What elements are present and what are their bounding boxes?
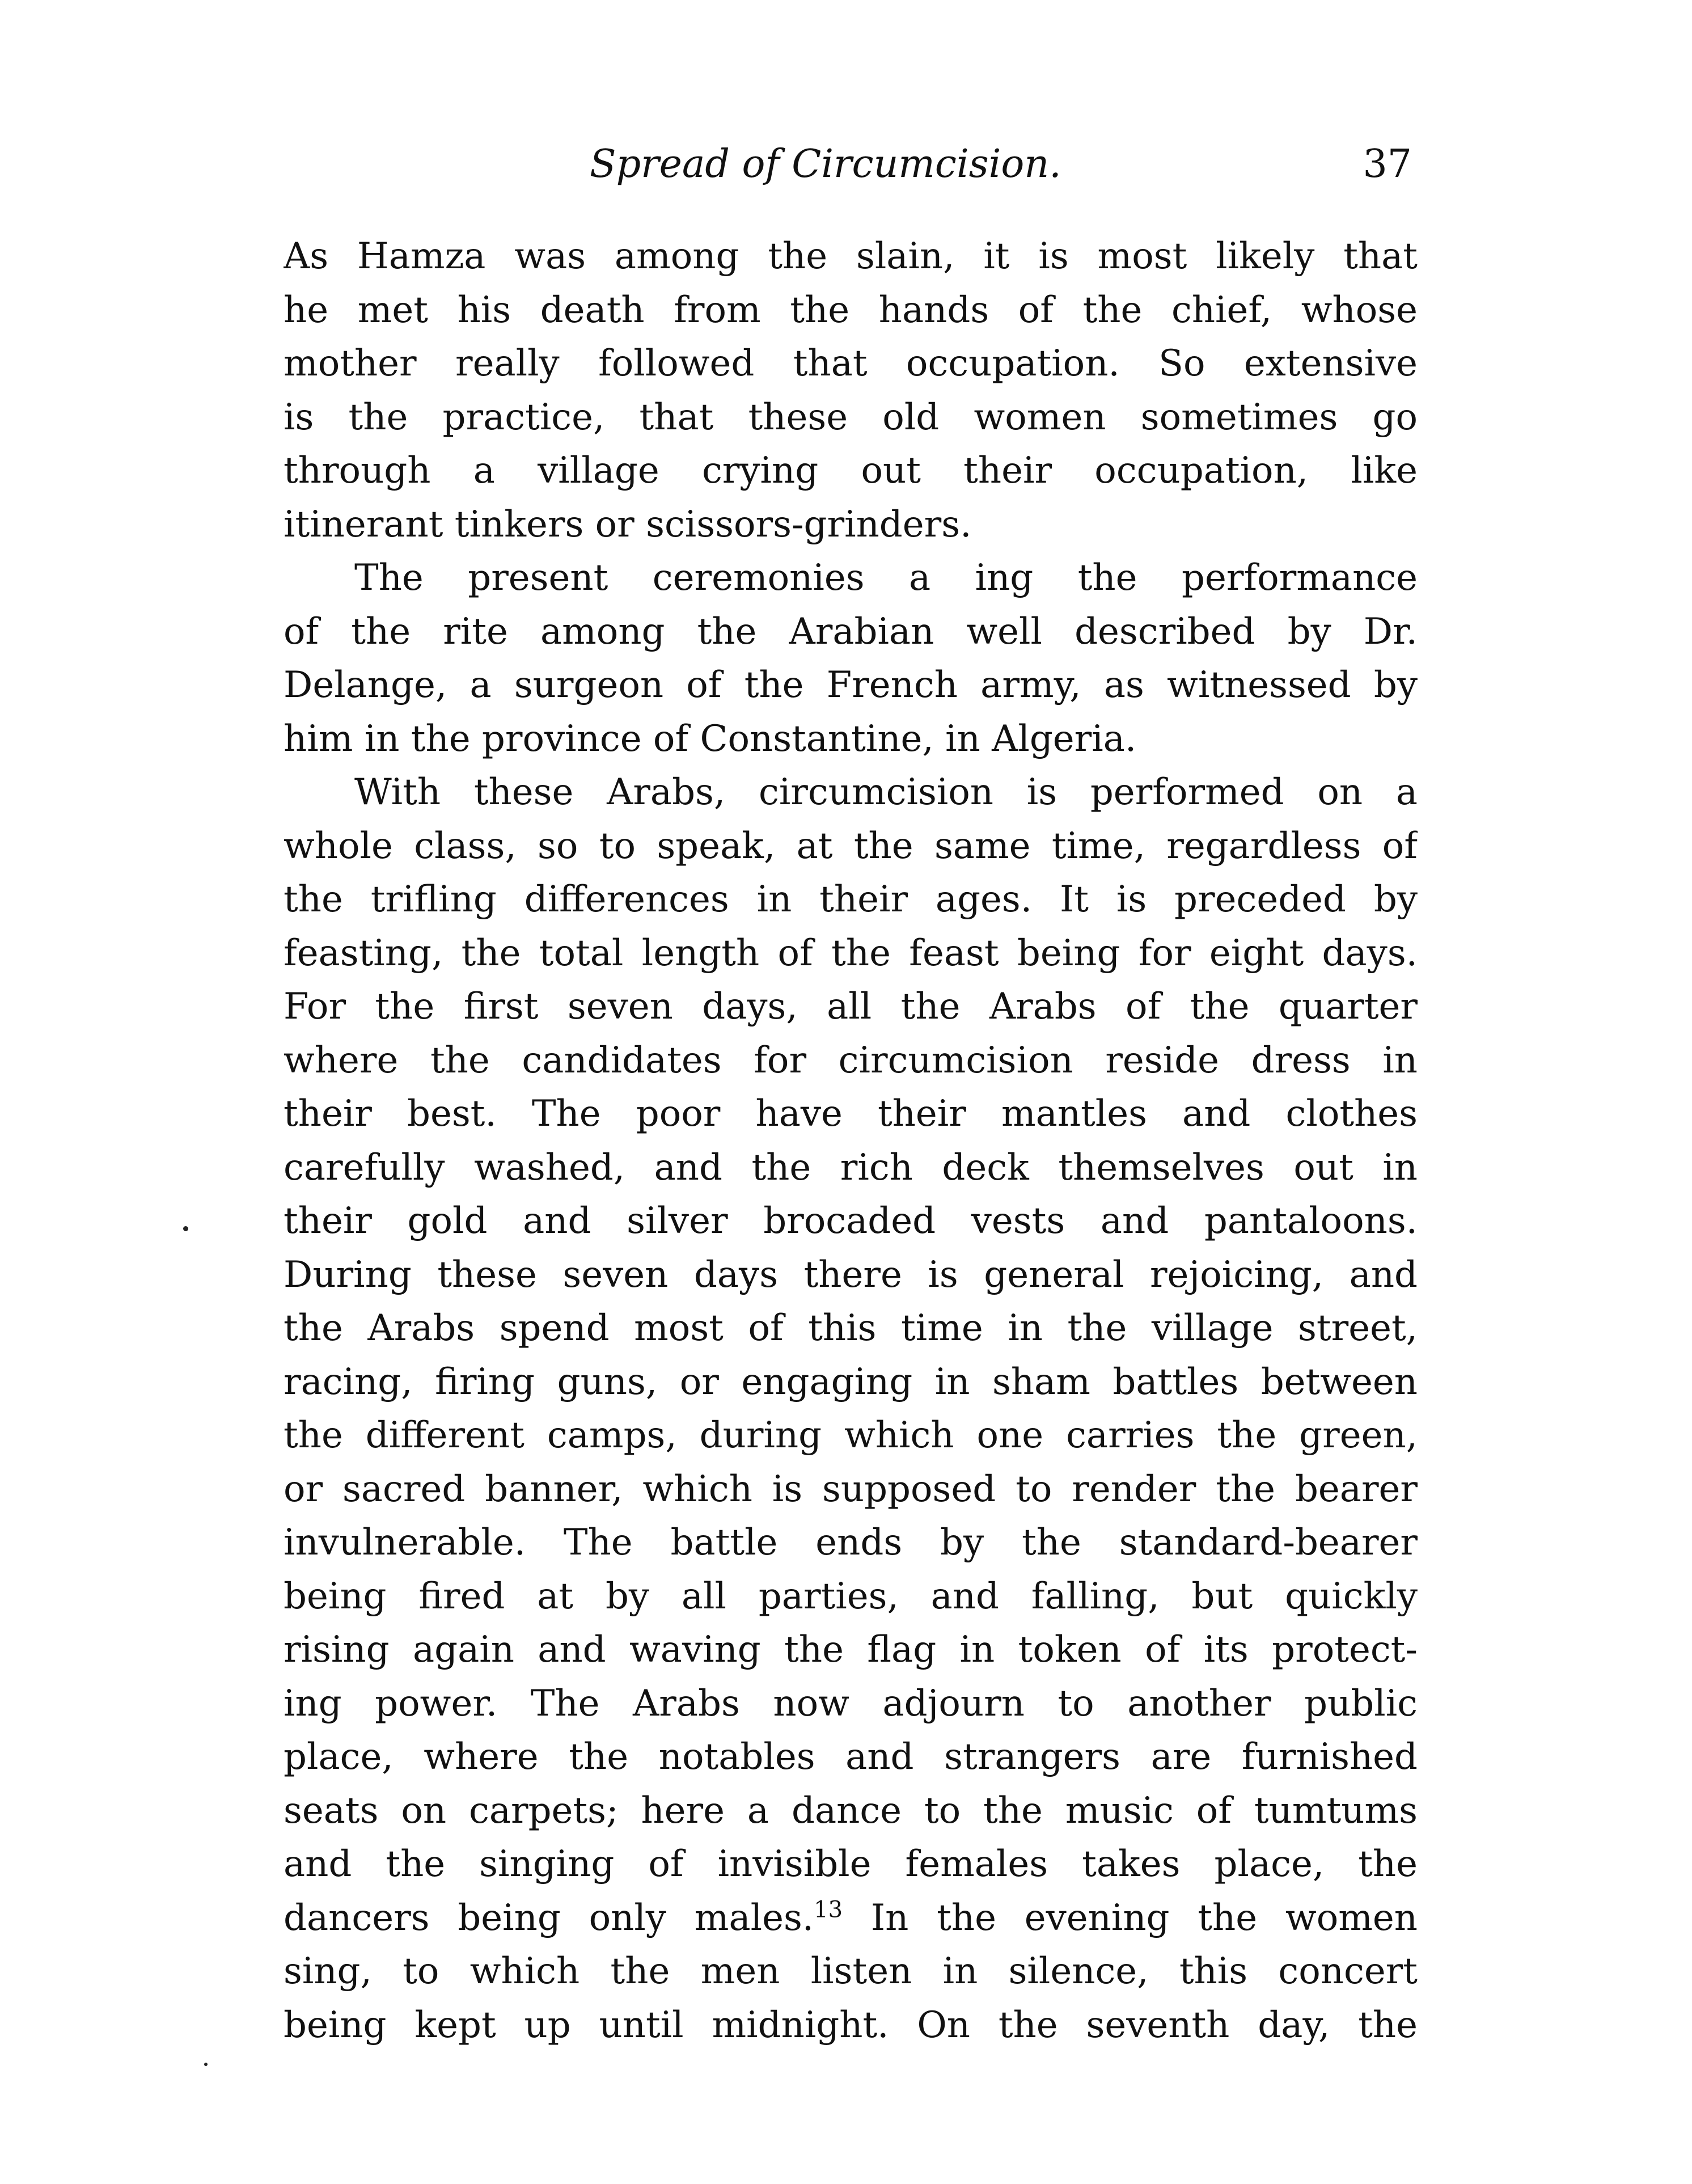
text-line: mother really followed that occupation. So extensive (284, 343, 1418, 385)
text-line: The present ceremonies a ing the performance (354, 557, 1418, 599)
text-line: rising again and waving the flag in token of its protect- (284, 1629, 1418, 1671)
text-line: As Hamza was among the slain, it is most likely that (284, 235, 1418, 277)
text-line: Delange, a surgeon of the French army, as witnessed by (284, 664, 1418, 706)
body-text (284, 230, 1418, 2052)
text-line: carefully washed, and the rich deck themselves out in (284, 1146, 1418, 1189)
print-speck (183, 1226, 188, 1231)
text-line: seats on carpets; here a dance to the music of tumtums (284, 1789, 1418, 1832)
page-number: 37 (1363, 142, 1412, 187)
text-line: invulnerable. The battle ends by the standard-bearer (284, 1522, 1418, 1564)
text-line: During these seven days there is general rejoicing, and (284, 1253, 1418, 1296)
line-text: In the evening the women (843, 1896, 1418, 1939)
footnote-marker: 13 (814, 1896, 843, 1923)
text-line: the different camps, during which one carries the green, (284, 1414, 1418, 1456)
text-line: him in the province of Constantine, in Algeria. (284, 717, 1137, 760)
text-line: through a village crying out their occupation, like (284, 450, 1418, 492)
running-title: Spread of Circumcision. (590, 142, 1061, 187)
text-line: feasting, the total length of the feast being for eight days. (284, 932, 1418, 974)
text-line: and the singing of invisible females takes place, the (284, 1843, 1418, 1885)
text-line: sing, to which the men listen in silence, this concert (284, 1950, 1418, 1992)
print-speck (204, 2063, 208, 2066)
text-line: the trifling differences in their ages. It is preceded by (284, 878, 1418, 920)
text-line: their best. The poor have their mantles and clothes (284, 1093, 1418, 1135)
text-line: racing, firing guns, or engaging in sham battles between (284, 1361, 1418, 1403)
text-line: ing power. The Arabs now adjourn to another public (284, 1682, 1418, 1725)
text-line: With these Arabs, circumcision is performed on a (354, 771, 1418, 813)
text-line: is the practice, that these old women sometimes go (284, 396, 1418, 438)
text-line: the Arabs spend most of this time in the village street, (284, 1307, 1418, 1349)
text-line: itinerant tinkers or scissors-grinders. (284, 503, 972, 546)
text-line: or sacred banner, which is supposed to render the bearer (284, 1468, 1418, 1510)
running-head (284, 133, 1412, 196)
text-line: being fired at by all parties, and falling, but quickly (284, 1575, 1418, 1617)
text-line: For the first seven days, all the Arabs of the quarter (284, 986, 1418, 1028)
text-line: being kept up until midnight. On the seventh day, the (284, 2004, 1418, 2046)
text-line: of the rite among the Arabian well described by Dr. (284, 610, 1418, 653)
text-line: he met his death from the hands of the chief, whose (284, 289, 1418, 331)
text-line: where the candidates for circumcision reside dress in (284, 1039, 1418, 1082)
line-text: dancers being only males. (284, 1896, 814, 1939)
text-line: whole class, so to speak, at the same time, regardless of (284, 825, 1418, 867)
text-line: place, where the notables and strangers are furnished (284, 1736, 1418, 1778)
text-line-with-footnote (284, 1891, 1418, 1945)
text-line: their gold and silver brocaded vests and pantaloons. (284, 1200, 1418, 1242)
